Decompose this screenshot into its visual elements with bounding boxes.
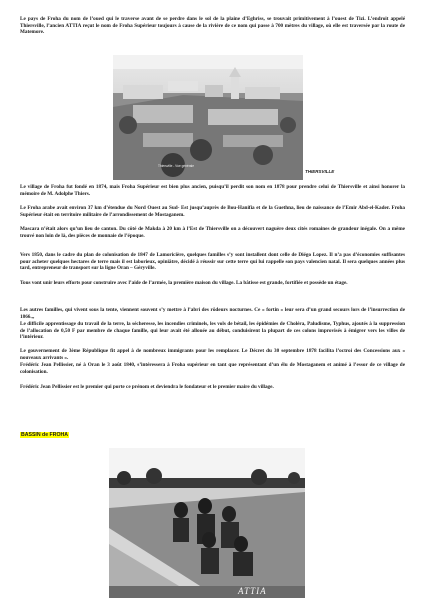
thiersville-photo-image — [113, 55, 303, 180]
attia-signature: ATTIA — [238, 586, 267, 596]
paragraph-fortin: Les autres familles, qui vivent sous la tente, viennent souvent s’y mettre à l’abri des rôdeurs nocturnes. Ce « fortin » leur sera d’un grand secours lors de l’insurrection de 1866.,, — [20, 307, 405, 320]
paragraph-pellissier: Frédéric Jean Pellissier, né à Oran le 3 août 1840, s’intéressera à Froha supérieur en tant que représentant d’un élu de Mostaganem et animé à l’essor de ce village de colonisation. — [20, 362, 405, 375]
thiersville-caption: THIERSVILLE — [305, 169, 335, 174]
paragraph-mascara: Mascara n’était alors qu’un lieu de canton. Du côté de Makda à 20 km à l’Est de Thiersville on a découvert naguère deux cités romaines de grandeur inégale. On a même trouvé non loin de là, des pièces de monnaie de l’époque. — [20, 226, 405, 239]
section-label-bassin: BASSIN de FROHA — [21, 432, 68, 438]
paragraph-froha-arabe: Le Froha arabe avait environ 37 km d’étendue du Nord Ouest au Sud- Est jusqu’auprès de Bou-Hanifia et de la Guethna, lieu de naissance de l’Emir Abd-el-Kader. Froha Supérieur était en territoire militaire de l’arrondissement de Mostaganem. — [20, 205, 405, 218]
paragraph-foundation: Le village de Froha fut fondé en 1874, mais Froha Supérieur est bien plus ancien, puisqu’il perdit son nom en 1878 pour prendre celui de Thiersville et ainsi honorer la mémoire de M. Adolphe Thiers. — [20, 184, 405, 197]
bassin-photo-image — [109, 448, 305, 598]
paragraph-intro: Le pays de Froha du nom de l’oued qui le traverse avant de se perdre dans le sol de la plaine d’Eghriss, se trouvait primitivement à l’ouest de Tizi. L’endroit appelé Thiersville, l’ancien ATTIA reçut le nom de Froha Supérieur toujours à cause de la rivière de ce nom qui passe à 700 mètres du village, où elle est traversée par la route de Matemore. — [20, 16, 405, 36]
paragraph-first-house: Tous vont unir leurs efforts pour construire avec l’aide de l’armée, la première maison du village. La bâtisse est grande, fortifiée et possède un étage. — [20, 280, 348, 286]
bassin-photo — [109, 448, 305, 598]
paragraph-republic: Le gouvernement de 3ème République fit appel à de nombreux immigrants pour les remplacer. Le Décret du 30 septembre 1878 facilita l’octroi des Concessions aux « nouveaux arrivants ». — [20, 348, 405, 361]
paragraph-founder: Frédéric Jean Pellissier est le premier qui porte ce prénom et deviendra le fondateur et le premier maire du village. — [20, 384, 274, 390]
thiersville-photo-inset: Thiersville - Vue générale — [158, 164, 195, 168]
paragraph-1850: Vers 1850, dans le cadre du plan de colonisation de 1847 de Lamoricière, quelques familles s’y sont installent dont celle de Diégo Lopez. Il n’a pas d’économies suffisantes pour acheter quelques hectares de terre mais il est laborieux, opiniâtre, décidé à réussir sur cette terre qui lui rappelle son pays valencien natal. Il sera quelques années plus tard, entrepreneur de transport sur la ligne Oran – Géryville. — [20, 252, 405, 272]
thiersville-photo — [113, 55, 303, 180]
paragraph-hardship: Le difficile apprentissage du travail de la terre, la sécheresse, les incendies criminels, les vols de bétail, les épidémies de Choléra, Paludisme, Typhus, ajoutés à la suppression de l’allocation de 0,50 F par membre de chaque famille, qui leur avait été allouée au début, conduisirent la plupart de ces colons improvisés à émigrer vers les villes de l’intérieur. — [20, 321, 405, 341]
